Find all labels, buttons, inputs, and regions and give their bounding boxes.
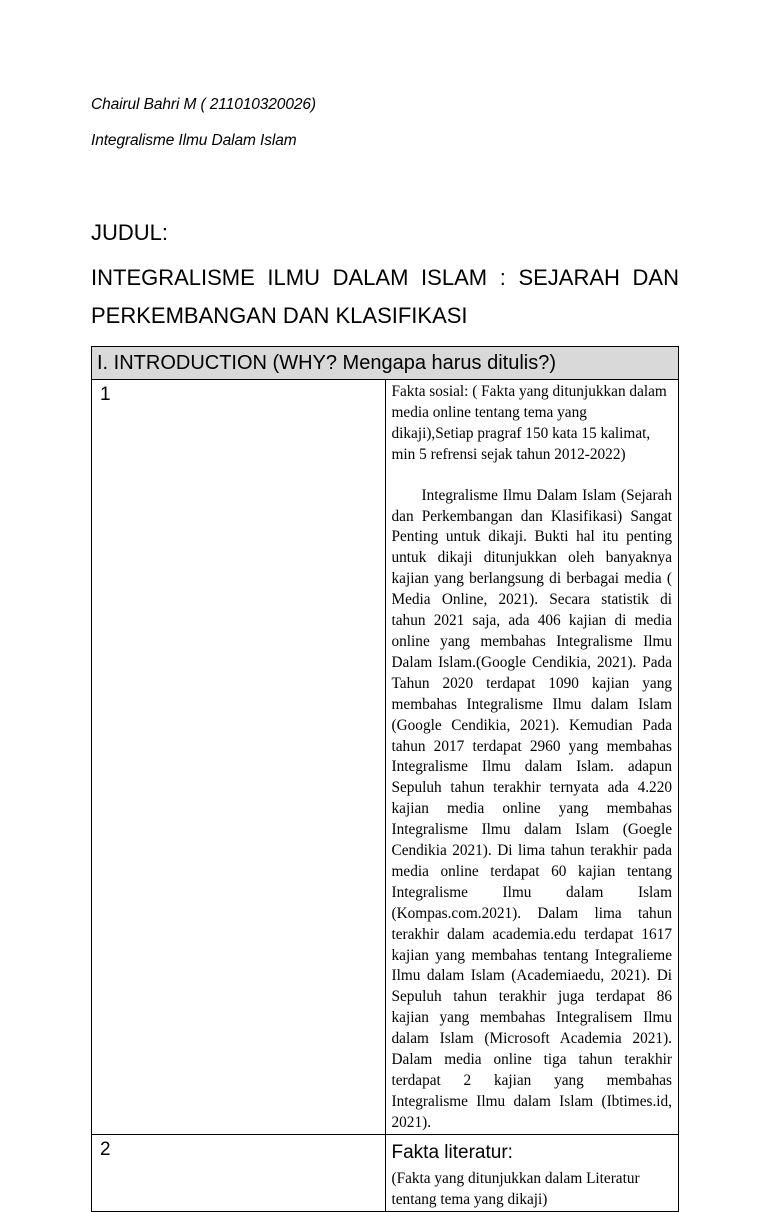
judul-label: JUDUL: bbox=[91, 220, 169, 245]
literatur-heading: Fakta literatur: bbox=[391, 1141, 513, 1163]
row-content bbox=[385, 1134, 679, 1211]
guide-text: Fakta sosial: ( Fakta yang ditunjukkan dalam media online tentang tema yang dikaji),Setiap pragraf 150 kata 15 kalimat, min 5 refrensi sejak tahun 2012-2022) bbox=[391, 383, 667, 463]
paper-title: INTEGRALISME ILMU DALAM ISLAM : SEJARAH DAN PERKEMBANGAN DAN KLASIFIKASI bbox=[91, 265, 679, 328]
table-row bbox=[92, 1134, 679, 1211]
outline-table bbox=[91, 346, 679, 1212]
course-title: Integralisme Ilmu Dalam Islam bbox=[91, 132, 297, 149]
author-line: Chairul Bahri M ( 211010320026) bbox=[91, 96, 316, 113]
section-heading: I. INTRODUCTION (WHY? Mengapa harus ditulis?) bbox=[92, 347, 679, 380]
row-content bbox=[385, 380, 679, 1135]
literatur-note: (Fakta yang ditunjukkan dalam Literatur tentang tema yang dikaji) bbox=[391, 1169, 640, 1208]
row-number: 1 bbox=[92, 380, 386, 1135]
row-number: 2 bbox=[92, 1134, 386, 1211]
section-header-row bbox=[92, 347, 679, 380]
body-paragraph: Integralisme Ilmu Dalam Islam (Sejarah dan Perkembangan dan Klasifikasi) Sangat Penting untuk dikaji. Bukti hal itu penting untuk dikaji ditunjukkan oleh banyaknya kajian yang berlangsung di berbagai media ( Media Online, 2021). Secara statistik di tahun 2021 saja, ada 406 kajian di media online yang membahas Integralisme Ilmu Dalam Islam.(Google Cendikia, 2021). Pada Tahun 2020 terdapat 1090 kajian yang membahas Integralisme Ilmu dalam Islam (Google Cendikia, 2021). Kemudian Pada tahun 2017 terdapat 2960 yang membahas Integralisme Ilmu dalam Islam. adapun Sepuluh tahun terakhir ternyata ada 4.220 kajian media online yang membahas Integralisme Ilmu dalam Islam (Goegle Cendikia 2021). Di lima tahun terakhir pada media online terdapat 60 kajian tentang Integralisme Ilmu dalam Islam (Kompas.com.2021). Dalam lima tahun terakhir dalam academia.edu terdapat 1617 kajian yang membahas tentang Integralieme Ilmu dalam Islam (Academiaedu, 2021). Di Sepuluh tahun terakhir juga terdapat 86 kajian yang membahas Integralisem Ilmu dalam Islam (Microsoft Academia 2021). Dalam media online tiga tahun terakhir terdapat 2 kajian yang membahas Integralisme Ilmu dalam Islam (Ibtimes.id, 2021). bbox=[391, 486, 672, 1131]
table-row bbox=[92, 380, 679, 1135]
